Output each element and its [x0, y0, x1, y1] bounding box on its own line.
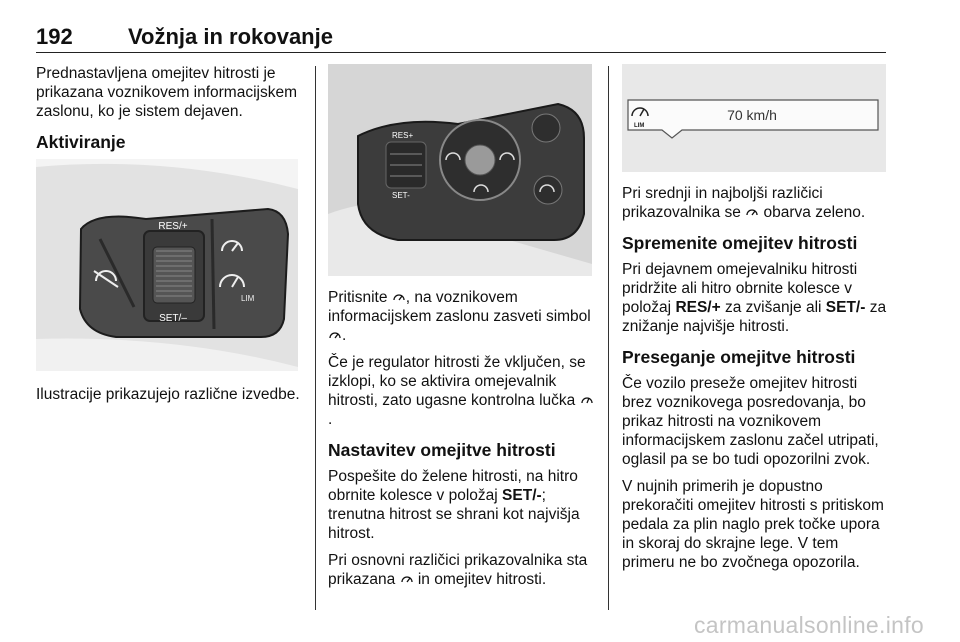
text: , na voznikovem informacijskem zaslonu zasveti simbol	[328, 289, 591, 325]
text: Pri dejavnem omejevalniku hitrosti pridržite ali hitro obrnite kolesce v položaj	[622, 261, 858, 316]
watermark: carmanualsonline.info	[693, 612, 924, 638]
lim-label: LIM	[634, 123, 645, 129]
section-heading-change: Spremenite omejitev hitrosti	[622, 233, 858, 253]
column-divider	[315, 66, 316, 610]
text: .	[328, 411, 333, 428]
section-heading-setting: Nastavitev omejitve hitrosti	[328, 440, 556, 460]
speed-limiter-icon	[392, 291, 406, 303]
text: in omejitev hitrosti.	[413, 571, 547, 588]
driver-info-display-image	[622, 64, 886, 172]
text: Pri osnovni različici prikazovalnika sta prikazana	[328, 552, 588, 588]
page-number: 192	[36, 24, 73, 49]
lim-label: LIM	[241, 294, 255, 303]
column-divider	[608, 66, 609, 610]
text: Pritisnite	[328, 289, 392, 306]
speed-limiter-icon	[745, 206, 759, 218]
set-label: SET-	[392, 191, 410, 200]
column-2	[328, 64, 596, 597]
bold-text: SET/-	[825, 299, 866, 316]
speed-limit-value: 70 km/h	[727, 107, 777, 123]
column-1	[36, 64, 304, 412]
text: Pospešite do želene hitrosti, na hitro obrnite kolesce v položaj	[328, 468, 578, 504]
speed-limiter-icon	[400, 573, 414, 585]
page-title: Vožnja in rokovanje	[128, 24, 333, 49]
text: ; trenutna hitrost se shrani kot najvišja hitrost.	[328, 487, 580, 542]
steering-wheel-buttons-illustration	[36, 159, 298, 371]
paragraph: Če vozilo preseže omejitev hitrosti brez voznikovega posredovanja, bo prikaz hitrosti na voznikovem informacijskem zaslonu začel utripati, oglasil pa se bo tudi opozorilni zvok.	[622, 375, 879, 468]
section-heading-exceeding: Preseganje omejitve hitrosti	[622, 347, 856, 367]
bold-text: RES/+	[675, 299, 721, 316]
text: Če je regulator hitrosti že vključen, se izklopi, ko se aktivira omejevalnik hitrosti, zato ugasne kontrolna lučka	[328, 354, 586, 409]
text: za znižanje najvišje hitrosti.	[622, 299, 887, 335]
column-3	[622, 64, 888, 580]
res-label: RES+	[392, 131, 414, 140]
cruise-control-icon	[580, 394, 594, 406]
page-header	[36, 22, 886, 53]
set-label: SET/–	[159, 313, 187, 324]
text: za zvišanje ali	[720, 299, 826, 316]
bold-text: SET/-	[502, 487, 542, 504]
speed-limiter-icon	[328, 329, 342, 341]
text: obarva zeleno.	[759, 204, 866, 221]
center-button	[465, 145, 495, 175]
text: Pri srednji in najboljši različici prikazovalnika se	[622, 185, 823, 221]
image-caption: Ilustracije prikazujejo različne izvedbe.	[36, 386, 300, 403]
text: .	[342, 327, 347, 344]
paragraph: V nujnih primerih je dopustno prekoračiti omejitev hitrosti s pritiskom pedala za plin naglo prek točke upora in skoraj do skrajne lege. V tem primeru ne bo zvočnega opozorila.	[622, 478, 884, 571]
steering-wheel-controls-photo	[328, 64, 592, 276]
res-label: RES/+	[158, 221, 188, 232]
section-heading-activation: Aktiviranje	[36, 132, 126, 152]
intro-paragraph: Prednastavljena omejitev hitrosti je prikazana voznikovem informacijskem zaslonu, ko je sistem dejaven.	[36, 65, 298, 120]
